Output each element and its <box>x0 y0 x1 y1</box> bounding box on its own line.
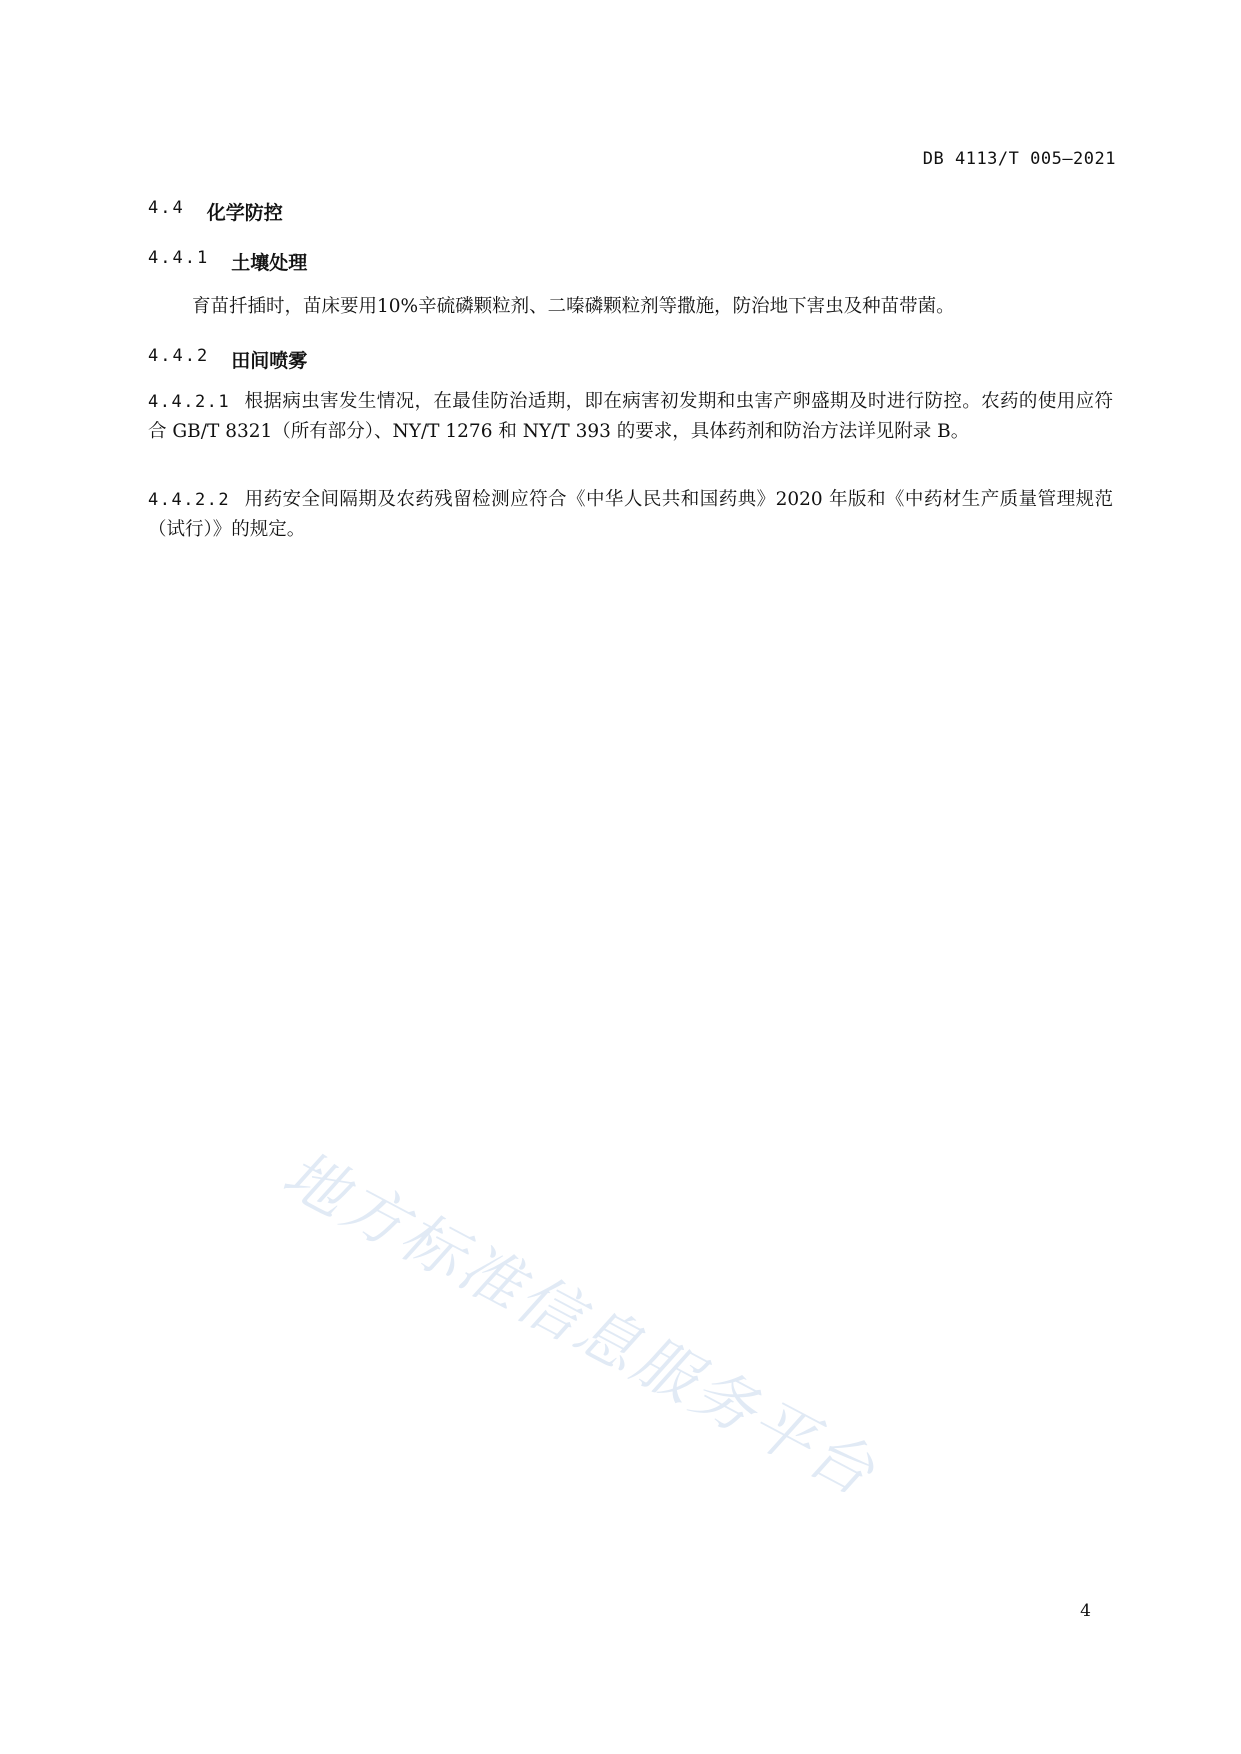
section-title: 化学防控 <box>206 202 283 224</box>
section-4-4-1-paragraph: 育苗扦插时，苗床要用10%辛硫磷颗粒剂、二嗪磷颗粒剂等撒施，防治地下害虫及种苗带菌。 <box>192 296 955 317</box>
section-4-4-1-heading <box>148 248 307 275</box>
section-number: 4.4.2 <box>148 346 210 366</box>
clause-number: 4.4.2.2 <box>148 490 231 510</box>
watermark: 地方标准信息服务平台 <box>271 1136 889 1511</box>
clause-number: 4.4.2.1 <box>148 392 231 412</box>
section-4-4-heading <box>148 198 283 225</box>
page-number: 4 <box>1080 1601 1091 1621</box>
clause-4-4-2-1 <box>148 387 1113 447</box>
clause-text: 用药安全间隔期及农药残留检测应符合《中华人民共和国药典》2020 年版和《中药材生产质量管理规范（试行）》的规定。 <box>148 489 1113 540</box>
clause-4-4-2-2 <box>148 485 1113 545</box>
section-title: 田间喷雾 <box>231 350 308 372</box>
section-number: 4.4.1 <box>148 248 210 268</box>
section-number: 4.4 <box>148 198 185 218</box>
section-title: 土壤处理 <box>231 252 308 274</box>
document-code: DB 4113/T 005—2021 <box>922 149 1116 169</box>
clause-text: 根据病虫害发生情况，在最佳防治适期，即在病害初发期和虫害产卵盛期及时进行防控。农药的使用应符合 GB/T 8321（所有部分）、NY/T 1276 和 NY/T 393 的要求，具体药剂和防治方法详见附录 B。 <box>148 391 1113 442</box>
section-4-4-2-heading <box>148 346 307 373</box>
